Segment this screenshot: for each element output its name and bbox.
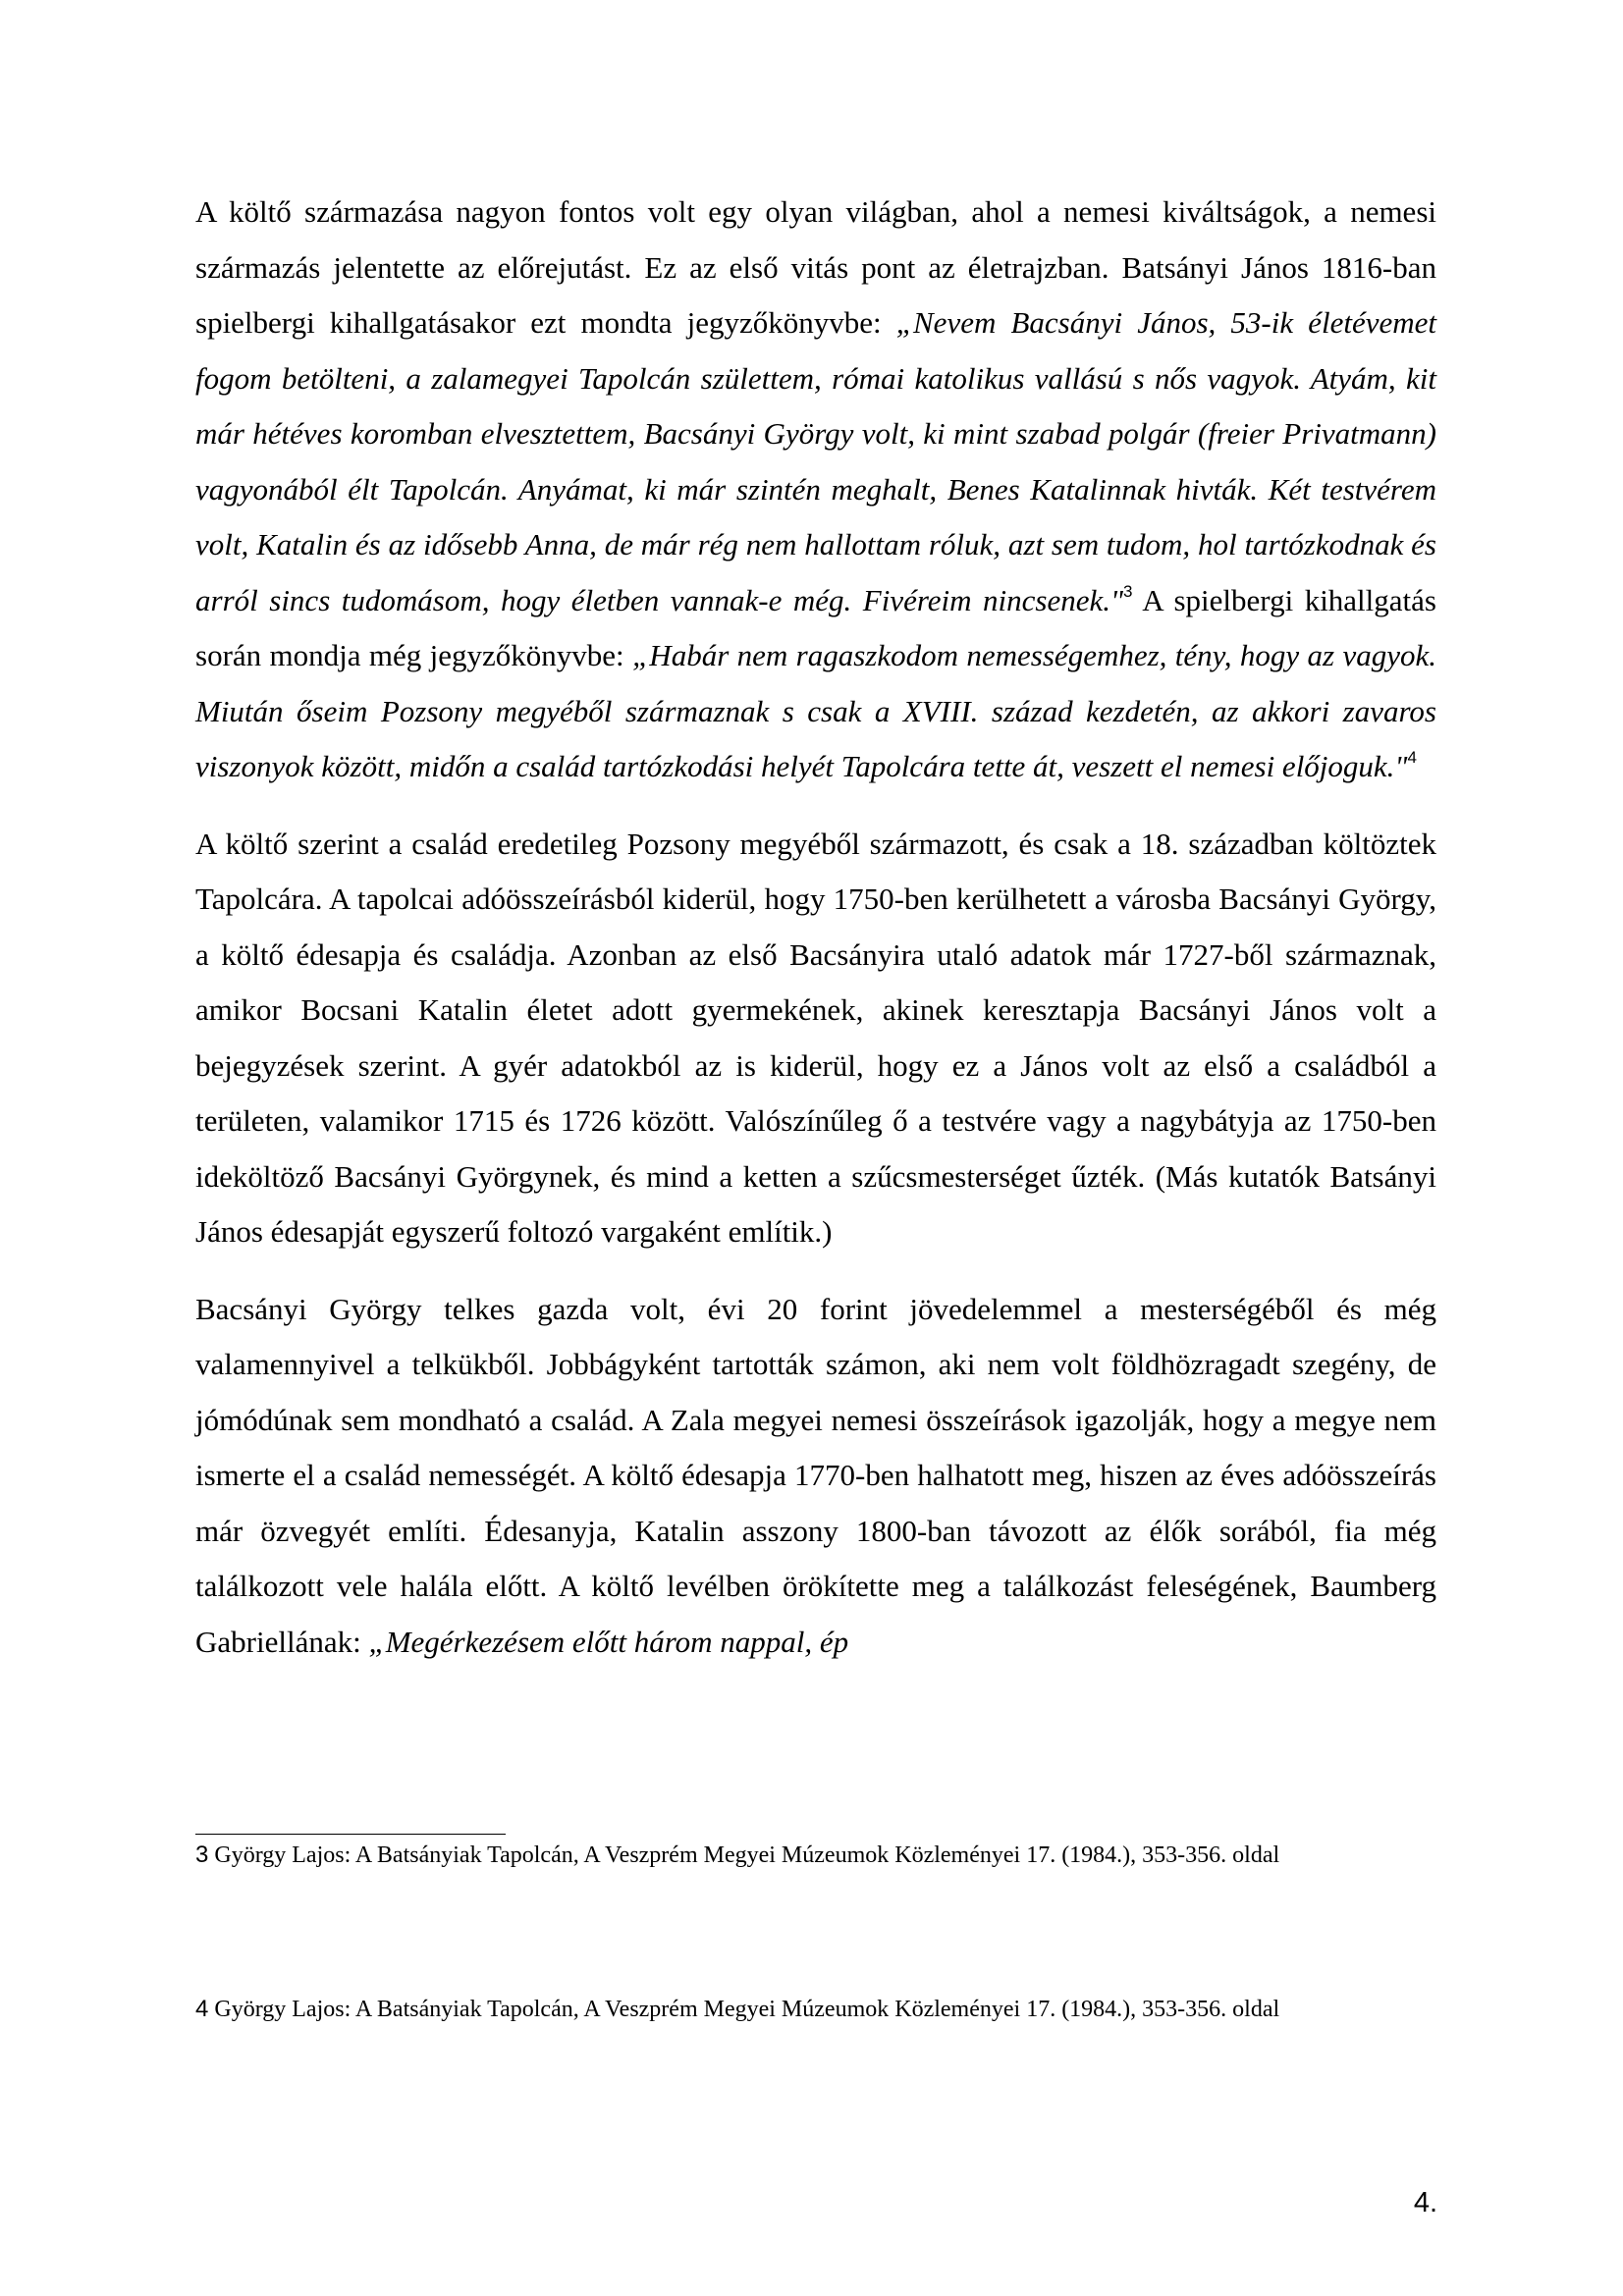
paragraph-text: A spielbergi kihallgatás során mondja még jegyzőkönyvbe: xyxy=(195,582,1436,672)
footnote xyxy=(195,1995,1436,2024)
paragraph-text: A költő származása nagyon fontos volt egy olyan világban, ahol a nemesi kiváltságok, a nemesi származás jelentette az előrejutást. Ez az első vitás pont az életrajzban. Batsányi János 1816-ban spielbergi kihallgatásakor ezt mondta jegyzőkönyvbe: xyxy=(195,194,1436,340)
footnote-number: 4 xyxy=(195,1996,209,2022)
footnote xyxy=(195,1841,1436,1870)
paragraph-origin xyxy=(195,185,1436,795)
interrogation-quote: „Nevem Bacsányi János, 53-ik életévemet fogom betölteni, a zalamegyei Tapolcán születtem, római katolikus vallású s nős vagyok. Atyám, kit már hétéves koromban elvesztettem, Bacsányi György volt, ki mint szabad polgár (freier Privatmann) vagyonából élt Tapolcán. Anyámat, ki már szintén meghalt, Benes Katalinnak hivták. Két testvérem volt, Katalin és az idősebb Anna, de már rég nem hallottam róluk, azt sem tudom, hol tartózkodnak és arról sincs tudomásom, hogy életben vannak-e még. Fivéreim nincsenek." xyxy=(195,305,1436,617)
paragraph-father xyxy=(195,1282,1436,1671)
footnote-text: György Lajos: A Batsányiak Tapolcán, A Veszprém Megyei Múzeumok Közleményei 17. (1984.), 353-356. oldal xyxy=(208,1997,1280,2022)
nobility-quote: „Habár nem ragaszkodom nemességemhez, tény, hogy az vagyok. Miután őseim Pozsony megyéből származnak s csak a XVIII. század kezdetén, az akkori zavaros viszonyok között, midőn a család tartózkodási helyét Tapolcára tette át, veszett el nemesi előjoguk." xyxy=(195,638,1436,783)
document-body xyxy=(195,185,1436,1670)
paragraph-text: Bacsányi György telkes gazda volt, évi 20 forint jövedelemmel a mesterségéből és még valamennyivel a telkükből. Jobbágyként tartották számon, aki nem volt földhözragadt szegény, de jómódúnak sem mondható a család. A Zala megyei nemesi összeírások igazolják, hogy a megye nem ismerte el a család nemességét. A költő édesapja 1770-ben halhatott meg, hiszen az éves adóösszeírás már özvegyét említi. Édesanyja, Katalin asszony 1800-ban távozott az élők sorából, fia még találkozott vele halála előtt. A költő levélben örökítette meg a találkozást feleségének, Baumberg Gabriellának: xyxy=(195,1291,1436,1659)
footnote-text: György Lajos: A Batsányiak Tapolcán, A Veszprém Megyei Múzeumok Közleményei 17. (1984.), 353-356. oldal xyxy=(208,1842,1280,1868)
page-number: 4. xyxy=(1413,2187,1437,2218)
footnote-number: 3 xyxy=(195,1842,209,1868)
footnote-reference[interactable]: 4 xyxy=(1407,748,1417,767)
footnote-reference[interactable]: 3 xyxy=(1123,581,1133,601)
footnote-separator xyxy=(195,1834,506,1835)
paragraph-family-history: A költő szerint a család eredetileg Pozsony megyéből származott, és csak a 18. században költöztek Tapolcára. A tapolcai adóösszeírásból kiderül, hogy 1750-ben kerülhetett a városba Bacsányi György, a költő édesapja és családja. Azonban az első Bacsányira utaló adatok már 1727-ből származnak, amikor Bocsani Katalin életet adott gyermekének, akinek keresztapja Bacsányi János volt a bejegyzések szerint. A gyér adatokból az is kiderül, hogy ez a János volt az első a családból a területen, valamikor 1715 és 1726 között. Valószínűleg ő a testvére vagy a nagybátyja az 1750-ben ideköltöző Bacsányi Györgynek, és mind a ketten a szűcsmesterséget űzték. (Más kutatók Batsányi János édesapját egyszerű foltozó vargaként említik.) xyxy=(195,826,1436,1249)
letter-quote: „Megérkezésem előtt három nappal, ép xyxy=(368,1624,849,1659)
